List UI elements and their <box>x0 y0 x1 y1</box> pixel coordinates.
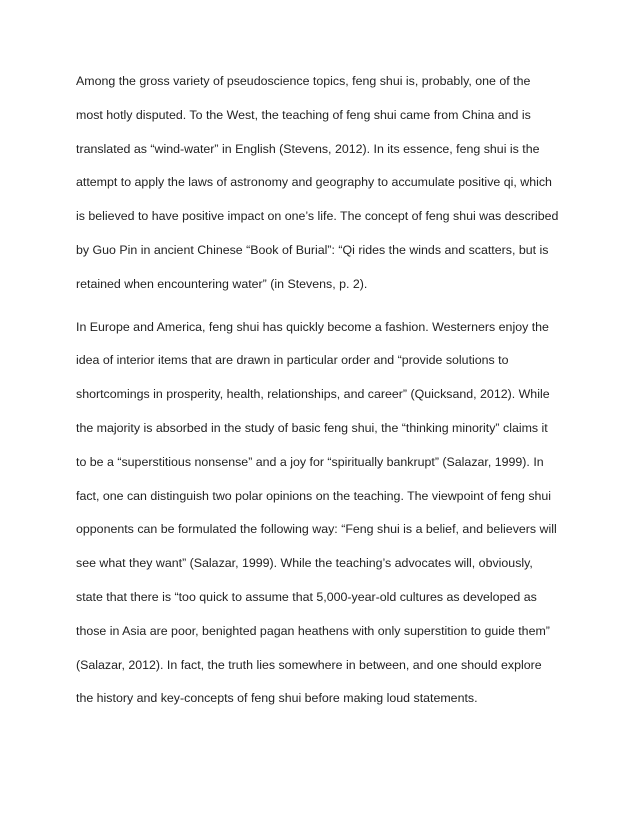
text-line: fact, one can distinguish two polar opinions on the teaching. The viewpoint of feng shui <box>76 488 552 503</box>
text-line: those in Asia are poor, benighted pagan heathens with only superstition to guide them” <box>76 623 550 638</box>
paragraph-2 <box>76 311 566 717</box>
text-line: is believed to have positive impact on one’s life. The concept of feng shui was described <box>76 209 559 224</box>
text-line: the history and key-concepts of feng shui before making loud statements. <box>76 691 478 706</box>
text-line: opponents can be formulated the following way: “Feng shui is a belief, and believers will <box>76 522 557 537</box>
text-line: shortcomings in prosperity, health, relationships, and career” (Quicksand, 2012). While <box>76 387 550 402</box>
text-line: state that there is “too quick to assume that 5,000-year-old cultures as developed as <box>76 589 537 604</box>
text-line: (Salazar, 2012). In fact, the truth lies somewhere in between, and one should explore <box>76 657 542 672</box>
text-line: In Europe and America, feng shui has quickly become a fashion. Westerners enjoy the <box>76 319 549 334</box>
text-line: retained when encountering water” (in Stevens, p. 2). <box>76 276 368 291</box>
paragraph-1 <box>76 65 566 302</box>
text-line: the majority is absorbed in the study of basic feng shui, the “thinking minority” claims it <box>76 420 548 435</box>
paragraph-spacer <box>76 302 566 311</box>
document-body <box>76 65 566 716</box>
text-line: most hotly disputed. To the West, the teaching of feng shui came from China and is <box>76 107 531 122</box>
text-line: translated as “wind-water” in English (Stevens, 2012). In its essence, feng shui is the <box>76 141 540 156</box>
text-line: idea of interior items that are drawn in particular order and “provide solutions to <box>76 353 509 368</box>
text-line: Among the gross variety of pseudoscience topics, feng shui is, probably, one of the <box>76 74 531 88</box>
text-line: see what they want” (Salazar, 1999). While the teaching’s advocates will, obviously, <box>76 556 533 571</box>
text-line: to be a “superstitious nonsense” and a joy for “spiritually bankrupt” (Salazar, 1999). In <box>76 454 544 469</box>
text-line: by Guo Pin in ancient Chinese “Book of Burial”: “Qi rides the winds and scatters, but is <box>76 242 549 257</box>
text-line: attempt to apply the laws of astronomy and geography to accumulate positive qi, which <box>76 175 552 190</box>
